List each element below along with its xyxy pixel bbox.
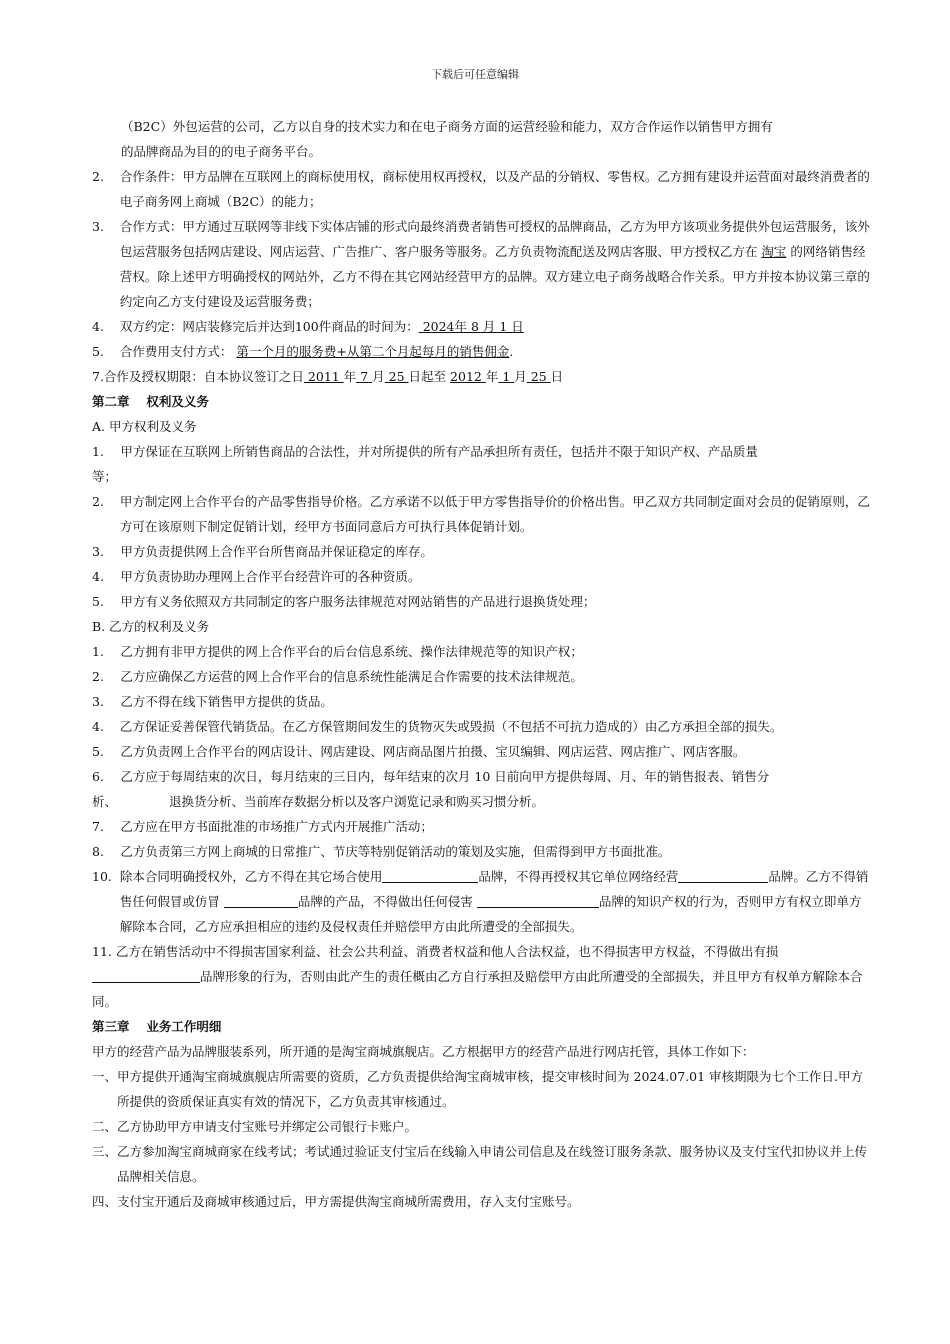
clause-b7: 7. 乙方应在甲方书面批准的市场推广方式内开展推广活动； xyxy=(92,819,433,834)
step-number: 三、 xyxy=(92,1144,118,1159)
clause-b1: 1. 乙方拥有非甲方提供的网上合作平台的后台信息系统、操作法律规范等的知识产权； xyxy=(92,644,583,659)
clause-number: 2. xyxy=(92,169,104,184)
clause-b3: 3. 乙方不得在线下销售甲方提供的货品。 xyxy=(92,694,333,709)
clause-b6-line-1: 6. 乙方应于每周结束的次日，每月结束的三日内，每年结束的次月 10 日前向甲方提供每周、月、年的销售报表、销售分 xyxy=(92,769,770,784)
brand-blank xyxy=(224,893,298,908)
step-number: 一、 xyxy=(92,1069,118,1084)
step-3 xyxy=(92,1139,872,1189)
step-2: 二、乙方协助甲方申请支付宝账号并绑定公司银行卡账户。 xyxy=(92,1119,418,1134)
clause-number: 4. xyxy=(92,319,104,334)
intro-line-1: （B2C）外包运营的公司，乙方以自身的技术实力和在电子商务方面的运营经验和能力，双方合作运作以销售甲方拥有 xyxy=(121,119,773,134)
end-day: 25 xyxy=(530,369,547,384)
clause-2 xyxy=(92,164,872,214)
section-a-title: A. 甲方权利及义务 xyxy=(92,419,197,434)
clause-b10 xyxy=(92,864,872,939)
brand-blank xyxy=(92,968,200,983)
clause-text: 合作条件：甲方品牌在互联网上的商标使用权，商标使用权再授权，以及产品的分销权、零售权。乙方拥有建设并运营面对最终消费者的电子商务网上商城（B2C）的能力； xyxy=(119,169,870,209)
step-text: 甲方提供开通淘宝商城旗舰店所需要的资质，乙方负责提供给淘宝商城审核，提交审核时间为 2024.07.01 审核期限为七个工作日.甲方所提供的资质保证真实有效的情况下，乙方负责其审核通过。 xyxy=(117,1069,864,1109)
chapter-2-title: 第二章 权利及义务 xyxy=(92,394,209,409)
chapter-3-intro: 甲方的经营产品为品牌服装系列，所开通的是淘宝商城旗舰店。乙方根据甲方的经营产品进行网店托管，具体工作如下： xyxy=(92,1044,755,1059)
brand-blank xyxy=(477,893,599,908)
section-b-title: B. 乙方的权利及义务 xyxy=(92,619,210,634)
clause-4 xyxy=(92,314,872,339)
clause-b11: 11. 乙方在销售活动中不得损害国家利益、社会公共利益、消费者权益和他人合法权益，也不得损害甲方权益，不得做出有损 品牌形象的行为，否则由此产生的责任概由乙方自行承担及赔偿甲方由此所遭受的全部损失，并且甲方有权单方解除本合同。 xyxy=(92,944,863,1009)
document-body xyxy=(92,114,872,1214)
step-4: 四、支付宝开通后及商城审核通过后，甲方需提供淘宝商城所需费用，存入支付宝账号。 xyxy=(92,1194,580,1209)
clause-5 xyxy=(92,339,872,364)
clause-b2: 2. 乙方应确保乙方运营的网上合作平台的信息系统性能满足合作需要的技术法律规范。 xyxy=(92,669,583,684)
clause-number: 3. xyxy=(92,219,104,234)
brand-blank xyxy=(382,868,478,883)
start-day: 25 xyxy=(388,369,405,384)
chapter-3-title: 第三章 业务工作明细 xyxy=(92,1019,222,1034)
clause-text: 乙方保证妥善保管代销货品。在乙方保管期间发生的货物灭失或毁损（不包括不可抗力造成的）由乙方承担全部的损失。 xyxy=(119,719,783,734)
clause-b4 xyxy=(92,714,872,739)
completion-date: 2024年 8 月 1 日 xyxy=(418,319,524,334)
page-header: 下载后可任意编辑 xyxy=(431,68,519,81)
clause-text: 合作方式：甲方通过互联网等非线下实体店铺的形式向最终消费者销售可授权的品牌商品，乙方为甲方该项业务提供外包运营服务，该外包运营服务包括网店建设、网店运营、广告推广、客户服务等服务。乙方负责物流配送及网店客服、甲方授权乙方在 淘宝 的网络销售经营权。除上述甲方明确授权的网站外，乙方不得在其它网站经营甲方的品牌。双方建立电子商务战略合作关系。甲方并按本协议第三章的约定向乙方支付建设及运营服务费； xyxy=(119,219,870,309)
intro-line-2: 的品牌商品为目的的电子商务平台。 xyxy=(121,144,322,159)
clause-a2 xyxy=(92,489,872,539)
end-month: 1 xyxy=(502,369,511,384)
clause-3 xyxy=(92,214,872,314)
end-year: 2012 xyxy=(450,369,482,384)
clause-b6-line-2: 析、 退换货分析、当前库存数据分析以及客户浏览记录和购买习惯分析。 xyxy=(92,794,545,809)
clause-b8: 8. 乙方负责第三方网上商城的日常推广、节庆等特别促销活动的策划及实施，但需得到甲方书面批准。 xyxy=(92,844,671,859)
clause-text: 甲方制定网上合作平台的产品零售指导价格。乙方承诺不以低于甲方零售指导价的价格出售。甲乙双方共同制定面对会员的促销原则，乙方可在该原则下制定促销计划，经甲方书面同意后方可执行具体促销计划。 xyxy=(119,494,870,534)
payment-method: 第一个月的服务费+从第二个月起每月的销售佣金 xyxy=(236,344,510,359)
clause-text: 除本合同明确授权外，乙方不得在其它场合使用 品牌，不得再授权其它单位网络经营 品牌。乙方不得销售任何假冒或仿冒 品牌的产品，不得做出任何侵害 品牌的知识产权的行为，否则甲方有权立即单方解除本合同，乙方应承担相应的违约及侵权责任并赔偿甲方由此所遭受的全部损失。 xyxy=(119,869,869,934)
brand-blank xyxy=(678,868,768,883)
clause-a1-line-2: 等； xyxy=(92,469,118,484)
clause-number: 10. xyxy=(92,869,112,884)
clause-a4: 4. 甲方负责协助办理网上合作平台经营许可的各种资质。 xyxy=(92,569,421,584)
clause-b5: 5. 乙方负责网上合作平台的网店设计、网店建设、网店商品图片拍摄、宝贝编辑、网店运营、网店推广、网店客服。 xyxy=(92,744,746,759)
clause-text: 双方约定：网店装修完后并达到100件商品的时间为： 2024年 8 月 1 日 xyxy=(119,319,524,334)
clause-text: 合作费用支付方式： 第一个月的服务费+从第二个月起每月的销售佣金. xyxy=(119,344,514,359)
clause-7: 7.合作及授权期限：自本协议签订之日 2011 年 7 月 25 日起至 2012 年 1 月 25 日 xyxy=(92,369,564,384)
clause-a3: 3. 甲方负责提供网上合作平台所售商品并保证稳定的库存。 xyxy=(92,544,433,559)
start-year: 2011 xyxy=(307,369,340,384)
clause-a1-line-1: 1. 甲方保证在互联网上所销售商品的合法性，并对所提供的所有产品承担所有责任，包括并不限于知识产权、产品质量 xyxy=(92,444,758,459)
clause-number: 4. xyxy=(92,719,104,734)
step-text: 乙方参加淘宝商城商家在线考试；考试通过验证支付宝后在线输入申请公司信息及在线签订服务条款、服务协议及支付宝代扣协议并上传品牌相关信息。 xyxy=(117,1144,868,1184)
clause-number: 2. xyxy=(92,494,104,509)
clause-number: 5. xyxy=(92,344,104,359)
step-1 xyxy=(92,1064,872,1114)
platform-name: 淘宝 xyxy=(761,244,787,259)
start-month: 7 xyxy=(360,369,369,384)
clause-a5: 5. 甲方有义务依照双方共同制定的客户服务法律规范对网站销售的产品进行退换货处理； xyxy=(92,594,596,609)
